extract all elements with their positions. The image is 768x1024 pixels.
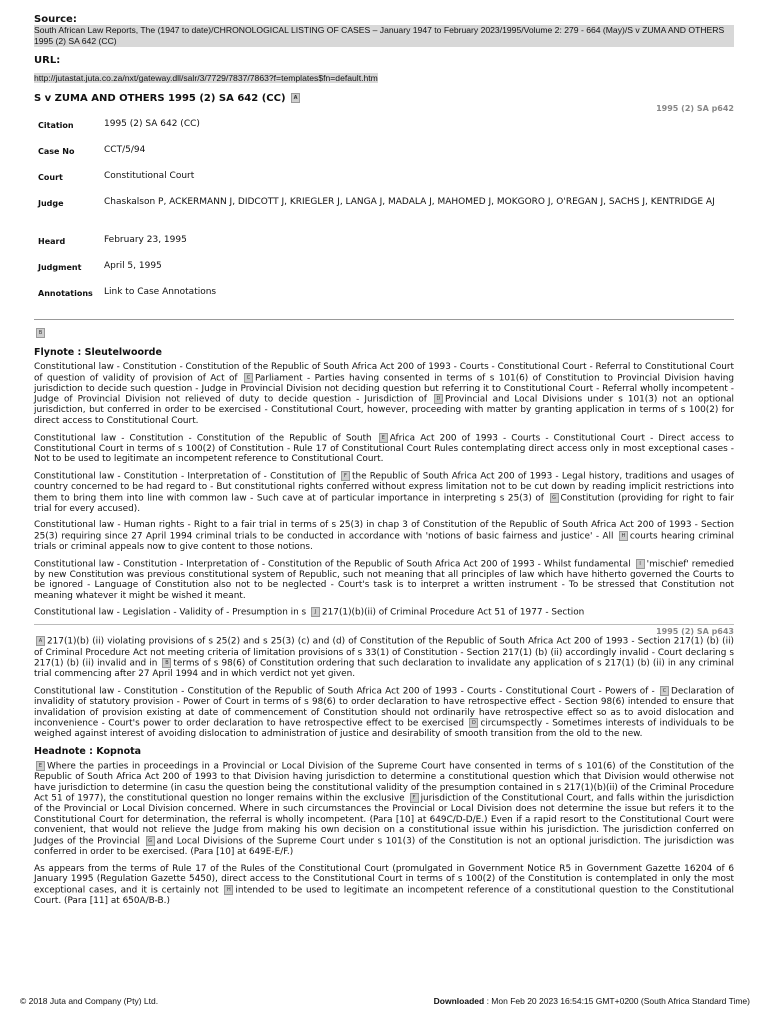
flynote-paragraph: Constitutional law - Constitution - Interpretation of - Constitution of the Republic of South Africa Act 200 of 1993 - Whilst fundamental I 'mischief' remedied by new Constitution was previous constitutional system of Republic, such not meaning that all principles of law which have hitherto governed the Courts to be ignored - Language of Constitution also not to be neglected - Court's task is to interpret a written instrument - To be stressed that Constitution not meaning whatever it might be wished it meant.: [34, 559, 735, 601]
meta-label: Citation: [38, 121, 74, 130]
margin-marker-b: B: [162, 658, 171, 668]
meta-label: Court: [38, 173, 63, 182]
margin-marker-d: D: [469, 718, 478, 728]
flynote-paragraph: Constitutional law - Constitution - Constitution of the Republic of South Africa Act 200 of 1993 - Courts - Constitutional Court - Powers of - C Declaration of invalidity of statutory provision - Power of Court in terms of s 98(6) to order declaration to have retrospective effect - Section 98(6) intended to ensure that invalidation of provision existing at date of commencement of Constitution should not ordinarily have retrospective effect so as to avoid dislocation and inconvenience - Court's power to order declaration to have retrospective effect to be exercised D circumspectly - Sometimes interests of individuals to be weighed against interest of avoiding dislocation to administration of justice and desirability of smooth transition from the old to the new.: [34, 686, 735, 740]
flynote-heading: Flynote : Sleutelwoorde: [34, 347, 162, 358]
divider: [34, 319, 734, 320]
margin-marker-d: D: [434, 394, 443, 404]
meta-value: 1995 (2) SA 642 (CC): [104, 119, 200, 129]
page-reference: 1995 (2) SA p643: [34, 624, 734, 636]
margin-marker-e: E: [379, 433, 388, 443]
margin-marker-e: E: [36, 761, 45, 771]
margin-marker-g: G: [550, 493, 559, 503]
meta-row-court: [38, 171, 715, 197]
url-block: [34, 55, 734, 85]
source-label: Source:: [34, 14, 77, 25]
flynote-paragraph: Constitutional law - Constitution - Interpretation of - Constitution of F the Republic of South Africa Act 200 of 1993 - Legal history, traditions and usages of country concerned to be had regard to - But constitutional rights conferred without express limitation not to be cut down by reading implicit restrictions into them to bring them into line with common law - Such cave at of particular importance in interpreting s 25(3) of G Constitution (providing for right to fair trial for every accused).: [34, 471, 734, 514]
margin-marker-h: H: [619, 531, 628, 541]
meta-value: CCT/5/94: [104, 145, 146, 155]
flynote-paragraph: Constitutional law - Human rights - Right to a fair trial in terms of s 25(3) in chap 3 of Constitution of the Republic of South Africa Act 200 of 1993 - Section 25(3) requiring since 27 April 1994 criminal trials to be conducted in accordance with 'notions of basic fairness and justice' - All H courts hearing criminal trials or criminal appeals now to give content to those notions.: [34, 520, 734, 552]
meta-label: Case No: [38, 147, 75, 156]
copyright-text: © 2018 Juta and Company (Pty) Ltd.: [20, 996, 159, 1006]
downloaded-label: Downloaded: [433, 996, 485, 1006]
margin-marker-b: B: [36, 328, 45, 338]
margin-marker-a: A: [291, 93, 300, 103]
margin-marker-g: G: [146, 836, 155, 846]
meta-value: April 5, 1995: [104, 261, 162, 271]
margin-marker-c: C: [660, 686, 669, 696]
margin-marker-f: F: [410, 793, 419, 803]
flynote-paragraph: A 217(1)(b) (ii) violating provisions of s 25(2) and s 25(3) (c) and (d) of Constitution of the Republic of South Africa Act 200 of 1993 - Section 217(1) (b) (ii) of Criminal Procedure Act not meeting criteria of limitation provisions of s 33(1) of Constitution - Section 217(1) (b) (ii) accordingly invalid - Court declaring s 217(1) (b) (ii) invalid and in B terms of s 98(6) of Constitution ordering that such declaration to invalidate any application of s 217(1) (b) (ii) in any criminal trial commencing after 27 April 1994 and in which verdict not yet given.: [34, 636, 734, 680]
annotations-link[interactable]: Link to Case Annotations: [104, 287, 217, 297]
footer: [20, 996, 750, 1006]
flynote-paragraph: Constitutional law - Constitution - Constitution of the Republic of South Africa Act 200 of 1993 - Courts - Constitutional Court - Referral to Constitutional Court of question of validity of provision of Act of C Parliament - Parties having consented in terms of s 101(6) of Constitution to Provincial Division having jurisdiction to decide such question - Judge in Provincial Division not deciding question but referring it to Constitutional Court - Referral wholly incompetent - Judge of Provincial Division not relieved of duty to decide question - Jurisdiction of D Provincial and Local Divisions under s 101(3) not an optional jurisdiction, but conferred in order to be exercised - Constitutional Court, however, proceeding with matter by granting application in terms of s 100(2) for direct access to Constitutional Court.: [34, 362, 734, 426]
case-metadata-table: [38, 119, 715, 313]
margin-marker-f: F: [341, 471, 350, 481]
downloaded-value: : Mon Feb 20 2023 16:54:15 GMT+0200 (South Africa Standard Time): [486, 996, 750, 1006]
meta-row-case-no: [38, 145, 715, 171]
source-block: [34, 14, 734, 47]
headnote-paragraph: E Where the parties in proceedings in a Provincial or Local Division of the Supreme Court have consented in terms of s 101(6) of the Constitution of the Republic of South Africa Act 200 of 1993 to that Division having jurisdiction to determine a constitutional question which that Division would otherwise not have jurisdiction to determine (in casu the question being the constitutional validity of the presumption contained in s 217(1)(b)(ii) of the Criminal Procedure Act 51 of 1977), the constitutional question no longer remains within the exclusive F jurisdiction of the Constitutional Court, and falls within the jurisdiction of the Provincial or Local Division concerned. Where in such circumstances the Provincial or Local Division does not determine the issue but refers it to the Constitutional Court for determination, the referral is wholly incompetent. (Para [10] at 649C/D-D/E.) Even if a rapid resort to the Constitutional Court were convenient, that would not relieve the Judge from making his own decision on a constitutional issue within his jurisdiction. The jurisdiction conferred on Judges of the Provincial G and Local Divisions of the Supreme Court under s 101(3) of the Constitution is not an optional jurisdiction. The jurisdiction was conferred in order to be exercised. (Para [10] at 649E-E/F.): [34, 761, 734, 858]
page-reference: 1995 (2) SA p642: [656, 104, 734, 113]
document-page: [34, 14, 734, 913]
meta-row-citation: [38, 119, 715, 145]
download-info: [434, 996, 750, 1006]
margin-marker-a: A: [36, 636, 45, 646]
headnote-paragraph: As appears from the terms of Rule 17 of the Rules of the Constitutional Court (promulgated in Government Notice R5 in Government Gazette 16204 of 6 January 1995 (Regulation Gazette 5450), direct access to the Constitutional Court in terms of s 100(2) of the Constitution is contemplated in only the most exceptional cases, and it is certainly not H intended to be used to legitimate an incompetent reference of a constitutional question to the Constitutional Court. (Para [11] at 650A/B-B.): [34, 863, 734, 906]
url-label: URL:: [34, 55, 61, 66]
meta-row-judge: [38, 197, 715, 235]
meta-value: February 23, 1995: [104, 235, 187, 245]
meta-row-judgment: [38, 261, 715, 287]
meta-label: Judge: [38, 199, 64, 208]
source-text: South African Law Reports, The (1947 to date)/CHRONOLOGICAL LISTING OF CASES – January 1947 to February 2023/1995/Volume 2: 279 - 664 (May)/S v ZUMA AND OTHERS 1995 (2) SA 642 (CC): [34, 25, 734, 47]
meta-label: Judgment: [38, 263, 82, 272]
flynote-paragraph: Constitutional law - Constitution - Constitution of the Republic of South E Africa Act 200 of 1993 - Courts - Constitutional Court - Direct access to Constitutional Court in terms of s 100(2) of Constitution - Rule 17 of Constitutional Court Rules contemplating direct access only in most exceptional cases - Not to be used to legitimate an incompetent reference to Constitutional Court.: [34, 433, 734, 465]
meta-value: Constitutional Court: [104, 171, 195, 181]
meta-row-annotations: [38, 287, 715, 313]
meta-label: Annotations: [38, 289, 93, 298]
url-link[interactable]: http://jutastat.juta.co.za/nxt/gateway.dll/salr/3/7729/7837/7863?f=templates$fn=default.htm: [34, 73, 378, 83]
margin-marker-j: J: [311, 607, 320, 617]
meta-value: Chaskalson P, ACKERMANN J, DIDCOTT J, KRIEGLER J, LANGA J, MADALA J, MAHOMED J, MOKGORO J, O'REGAN J, SACHS J, KENTRIDGE AJ: [104, 197, 715, 207]
margin-marker-c: C: [244, 373, 253, 383]
margin-marker-i: I: [636, 559, 645, 569]
flynote-paragraph: Constitutional law - Legislation - Validity of - Presumption in s J 217(1)(b)(ii) of Criminal Procedure Act 51 of 1977 - Section: [34, 607, 585, 618]
meta-row-heard: [38, 235, 715, 261]
case-title: S v ZUMA AND OTHERS 1995 (2) SA 642 (CC) A: [34, 93, 734, 104]
headnote-heading: Headnote : Kopnota: [34, 745, 142, 757]
meta-label: Heard: [38, 237, 66, 246]
margin-marker-h: H: [224, 885, 233, 895]
